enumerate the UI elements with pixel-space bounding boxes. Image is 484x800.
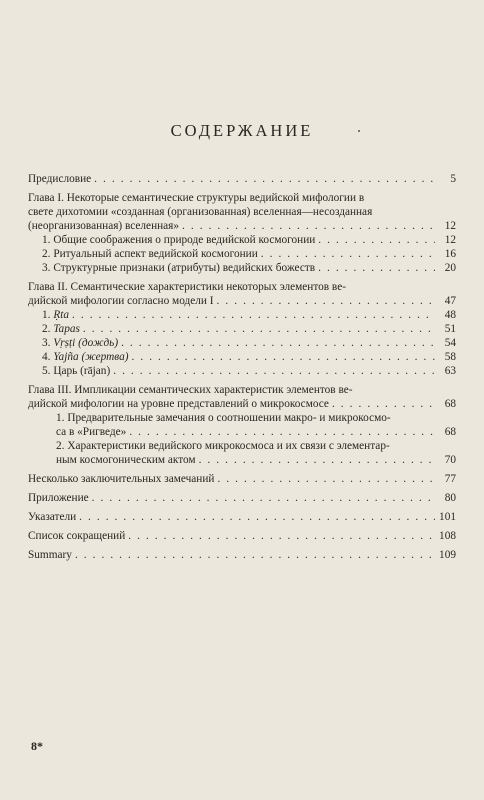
chapter-1-sections xyxy=(28,233,456,275)
page-number: 47 xyxy=(444,295,456,307)
page-number: 12 xyxy=(444,234,456,246)
toc-section: 5. Царь (rājan) . . . 63 xyxy=(42,364,456,378)
toc-section: 2. Ритуальный аспект ведийской космогонии . . . 16 xyxy=(42,247,456,261)
toc-entry-summary: Summary . . . 109 xyxy=(28,548,456,562)
page-number: 54 xyxy=(444,337,456,349)
toc-section: 3. Структурные признаки (атрибуты) ведийских божеств . . . 20 xyxy=(42,261,456,275)
page-number: 77 xyxy=(444,473,456,485)
toc-entry-chapter-2: Глава II. Семантические характеристики некоторых элементов ве- дийской мифологии согласно модели I . . . 47 xyxy=(28,280,456,308)
page-number: 68 xyxy=(444,426,456,438)
toc-section: 1. Предварительные замечания о соотношении макро- и микрокосмо- са в «Ригведе» . . . 68 xyxy=(42,411,456,439)
page-number: 70 xyxy=(444,454,456,466)
page-number: 63 xyxy=(444,365,456,377)
page-number: 12 xyxy=(444,220,456,232)
page-number: 80 xyxy=(444,492,456,504)
toc-section: 1. Общие соображения о природе ведийской космогонии . . . 12 xyxy=(42,233,456,247)
toc-entry-indexes: Указатели . . . 101 xyxy=(28,510,456,524)
page-number: 108 xyxy=(439,530,456,542)
page-number: 68 xyxy=(444,398,456,410)
toc-entry-conclusion: Несколько заключительных замечаний . . . 77 xyxy=(28,472,456,486)
toc-entry-chapter-1: Глава I. Некоторые семантические структуры ведийской мифологии в свете дихотомии «созданная (организованная) вселенная—несозданная (неорганизованная) вселенная» . . . 12 xyxy=(28,191,456,233)
toc-section: 4. Yajña (жертва) . . . 58 xyxy=(42,350,456,364)
toc-section: 2. Tapas . . . 51 xyxy=(42,322,456,336)
page-number: 58 xyxy=(444,351,456,363)
page-number: 51 xyxy=(444,323,456,335)
chapter-3-sections xyxy=(28,411,456,467)
toc-entry-chapter-3: Глава III. Импликации семантических характеристик элементов ве- дийской мифологии на уровне представлений о микрокосмосе . . . 68 xyxy=(28,383,456,411)
page-number: 109 xyxy=(439,549,456,561)
table-of-contents xyxy=(28,172,456,562)
page-number: 16 xyxy=(444,248,456,260)
signature-mark: 8* xyxy=(31,739,43,753)
chapter-2-sections xyxy=(28,308,456,378)
page-number: 20 xyxy=(444,262,456,274)
page-number: 5 xyxy=(450,173,456,185)
toc-section: 2. Характеристики ведийского микрокосмоса и их связи с элементар- ным космогоническим актом . . . 70 xyxy=(42,439,456,467)
toc-entry-abbreviations: Список сокращений . . . 108 xyxy=(28,529,456,543)
page-number: 101 xyxy=(439,511,456,523)
toc-section: 1. Ṛta . . . 48 xyxy=(42,308,456,322)
page-number: 48 xyxy=(444,309,456,321)
toc-section: 3. Vṛṣṭi (дождь) . . . 54 xyxy=(42,336,456,350)
toc-entry-preface: Предисловие . . . 5 xyxy=(28,172,456,186)
ink-speck xyxy=(358,130,360,132)
toc-entry-appendix: Приложение . . . 80 xyxy=(28,491,456,505)
page-title: СОДЕРЖАНИЕ xyxy=(170,121,314,140)
